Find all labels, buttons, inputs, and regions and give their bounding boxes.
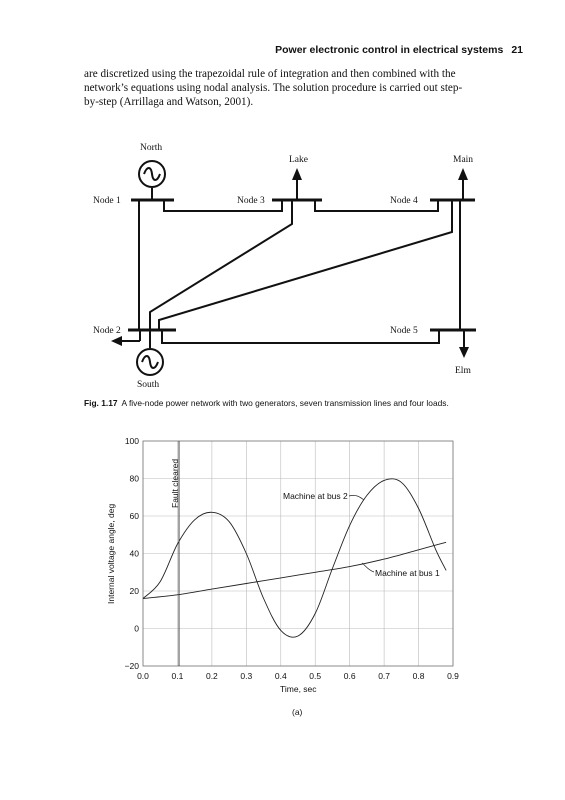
north-label: North <box>140 143 163 153</box>
bus1-leader <box>362 563 374 572</box>
series-bus2-line <box>143 479 446 637</box>
node3-label: Node 3 <box>237 196 265 206</box>
lake-label: Lake <box>289 155 308 165</box>
bus2-annotation: Machine at bus 2 <box>283 491 348 501</box>
y-tick-label: 80 <box>129 473 139 484</box>
y-tick-label: 100 <box>124 436 139 446</box>
caption-label: Fig. 1.17 <box>84 398 118 408</box>
elm-label: Elm <box>455 366 471 376</box>
bus2-leader <box>349 495 364 500</box>
y-tick-label: 20 <box>129 586 139 596</box>
x-tick-label: 0.9 <box>447 671 459 681</box>
y-tick-label: 40 <box>129 548 139 559</box>
x-tick-label: 0.0 <box>137 671 149 681</box>
node4-label: Node 4 <box>390 196 418 206</box>
x-tick-label: 0.5 <box>309 671 322 681</box>
main-label: Main <box>453 155 474 165</box>
y-tick-label: −20 <box>124 661 139 671</box>
south-label: South <box>137 380 160 390</box>
node1-label: Node 1 <box>93 196 121 206</box>
paragraph-line: network’s equations using nodal analysis. The solution procedure is carried out step- <box>84 82 463 94</box>
page-number: 21 <box>511 44 523 56</box>
x-tick-label: 0.4 <box>274 671 287 681</box>
paragraph-line: by-step (Arrillaga and Watson, 2001). <box>84 96 254 108</box>
x-tick-label: 0.8 <box>412 671 425 681</box>
subfigure-label: (a) <box>292 707 303 717</box>
node2-label: Node 2 <box>93 326 121 336</box>
fault-annotation: Fault cleared <box>170 458 180 508</box>
x-tick-label: 0.6 <box>343 671 356 681</box>
node5-label: Node 5 <box>390 326 418 336</box>
x-tick-label: 0.2 <box>205 671 218 681</box>
bus1-annotation: Machine at bus 1 <box>375 568 440 578</box>
x-tick-label: 0.7 <box>378 671 391 681</box>
running-title: Power electronic control in electrical systems <box>275 44 504 56</box>
y-tick-label: 60 <box>129 511 139 521</box>
paragraph-line: are discretized using the trapezoidal rule of integration and then combined with the <box>84 68 456 80</box>
y-axis-label: Internal voltage angle, deg <box>106 503 116 604</box>
x-axis-label: Time, sec <box>280 684 317 694</box>
y-tick-label: 0 <box>134 623 139 634</box>
caption-text: A five-node power network with two generators, seven transmission lines and four loads. <box>121 398 449 408</box>
x-tick-label: 0.1 <box>171 671 184 681</box>
x-tick-label: 0.3 <box>240 671 253 681</box>
